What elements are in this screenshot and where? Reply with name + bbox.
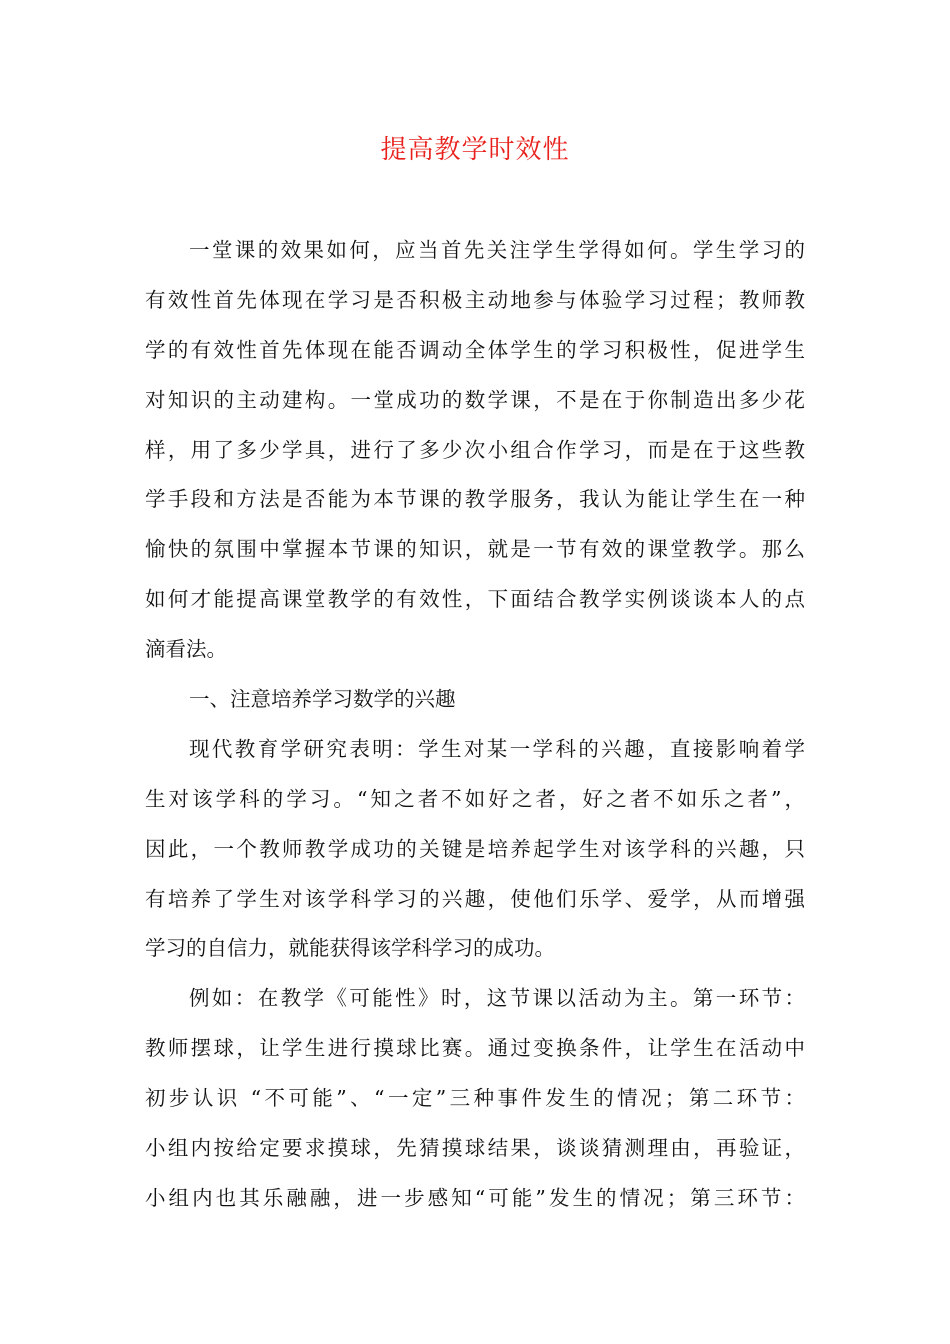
text-line: 小组内按给定要求摸球，先猜摸球结果，谈谈猜测理由，再验证， — [145, 1136, 805, 1161]
document-title: 提高教学时效性 — [380, 135, 570, 165]
text-line: 教师摆球，让学生进行摸球比赛。通过变换条件，让学生在活动中 — [145, 1036, 805, 1061]
text-line: 小组内也其乐融融，进一步感知“可能”发生的情况；第三环节： — [145, 1185, 805, 1210]
text-line: 学的有效性首先体现在能否调动全体学生的学习积极性，促进学生 — [145, 337, 805, 362]
text-line: 一、注意培养学习数学的兴趣 — [189, 687, 456, 712]
text-line: 生对该学科的学习。“知之者不如好之者，好之者不如乐之者”， — [145, 786, 805, 811]
text-line: 例如：在教学《可能性》时，这节课以活动为主。第一环节： — [189, 986, 805, 1011]
text-line: 对知识的主动建构。一堂成功的数学课，不是在于你制造出多少花 — [145, 387, 805, 412]
text-line: 如何才能提高课堂教学的有效性，下面结合教学实例谈谈本人的点 — [145, 587, 805, 612]
document-body — [145, 226, 805, 1224]
text-line: 一堂课的效果如何，应当首先关注学生学得如何。学生学习的 — [189, 238, 805, 262]
text-line: 学习的自信力，就能获得该学科学习的成功。 — [145, 936, 555, 961]
text-line: 初步认识 “不可能”、“一定”三种事件发生的情况；第二环节： — [145, 1086, 805, 1111]
text-line: 样，用了多少学具，进行了多少次小组合作学习，而是在于这些教 — [145, 437, 805, 462]
text-line: 学手段和方法是否能为本节课的教学服务，我认为能让学生在一种 — [145, 487, 805, 512]
text-line: 因此，一个教师教学成功的关键是培养起学生对该学科的兴趣，只 — [145, 836, 805, 861]
text-line: 有培养了学生对该学科学习的兴趣，使他们乐学、爱学，从而增强 — [145, 886, 805, 911]
text-line: 有效性首先体现在学习是否积极主动地参与体验学习过程；教师教 — [145, 287, 805, 312]
text-line: 愉快的氛围中掌握本节课的知识，就是一节有效的课堂教学。那么 — [145, 537, 805, 562]
text-line: 现代教育学研究表明：学生对某一学科的兴趣，直接影响着学 — [189, 736, 805, 761]
text-line: 滴看法。 — [145, 637, 227, 662]
